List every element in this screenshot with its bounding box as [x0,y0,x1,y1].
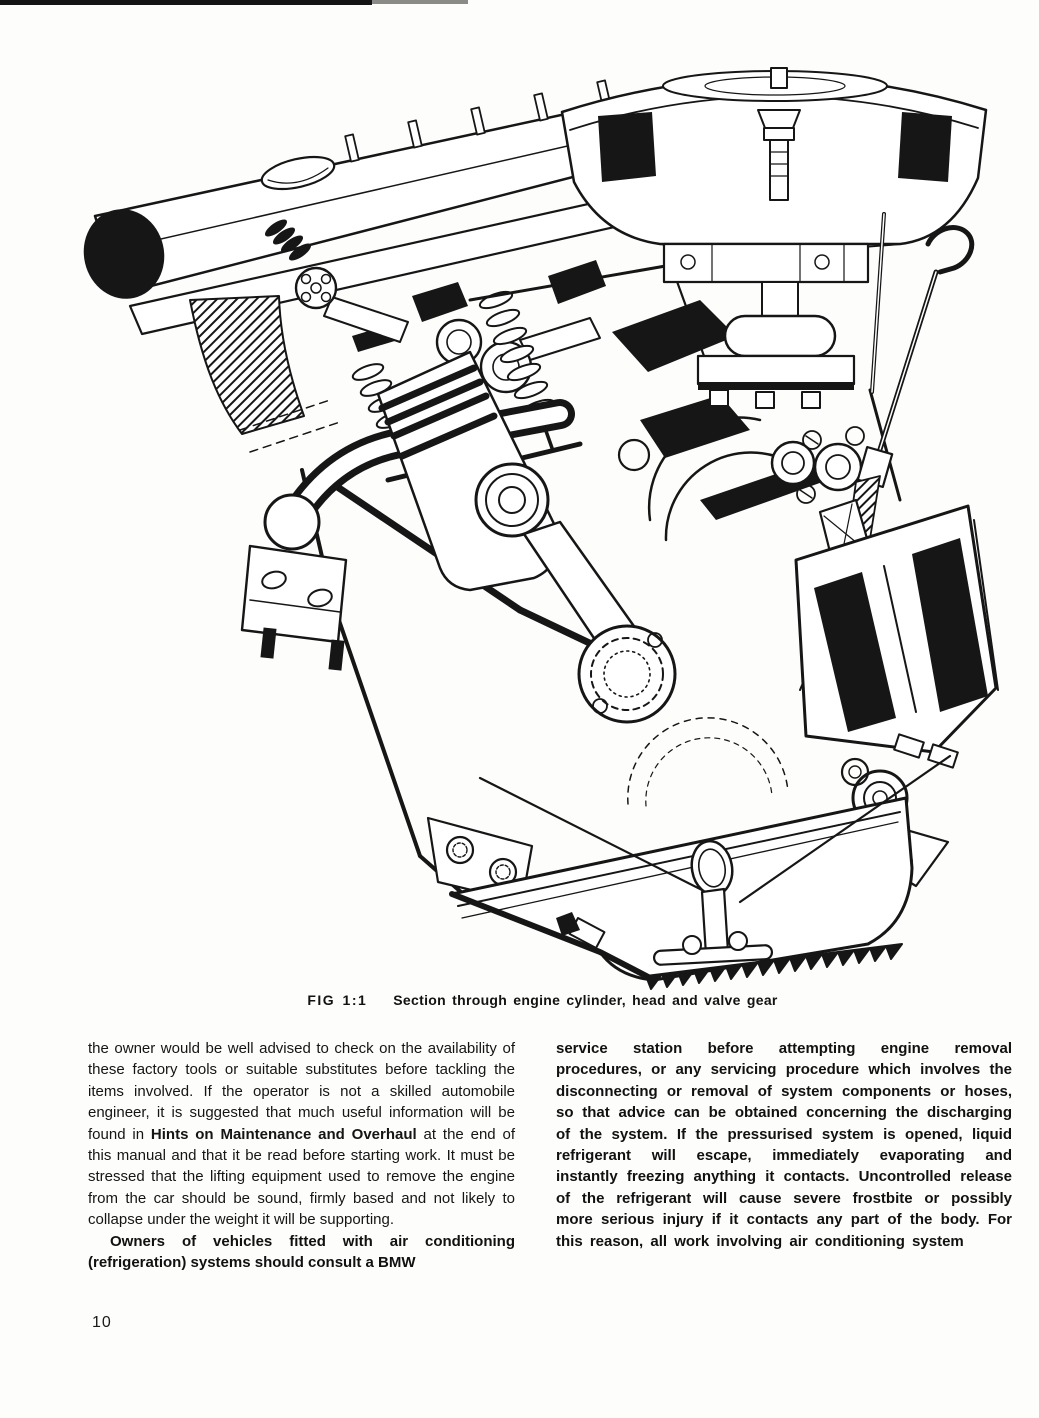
body-text [88,1038,1013,1273]
figure-caption [0,992,1039,1008]
left-paragraph-2: Owners of vehicles fitted with air conditioning (refrigeration) systems should consult a BMW [88,1232,515,1272]
right-column [556,1038,1012,1273]
figure-caption-text: Section through engine cylinder, head and valve gear [393,992,778,1008]
left-column [88,1038,515,1273]
page-number: 10 [92,1314,112,1331]
engine-mount [242,546,346,671]
left-paragraph-1 [88,1038,515,1231]
air-cleaner [562,68,986,250]
left-p1-text: the owner would be well advised to check on the availability of these factory tools or suitable substitutes before tackling the items involved. If the operator is not a skilled automobile engineer, it is suggested that much useful information will be found in [88,1040,515,1143]
oil-cooler [796,500,998,768]
right-paragraph-1: service station before attempting engine removal procedures, or any servicing procedure which involves the disconnecting or removal of system components or hoses, so that advice can be obtained concerning the discharging of the system. If the pressurised system is opened, liquid refrigerant will escape, immediately evaporating and instantly freezing anything it contacts. Uncontrolled release of the refrigerant will cause severe frostbite or possibly more serious injury if it contacts any part of the body. For this reason, all work involving air conditioning system [556,1040,1012,1250]
hatched-branch-pipe [190,296,304,434]
left-p1-bold-phrase: Hints on Maintenance and Overhaul [150,1125,417,1143]
left-p1-text-cont: at the end of this manual and that it be read before starting work. It must be stressed that the lifting equipment used to remove the engine from the car should be sound, firmly based and not likely to collapse under the weight it will be supporting. [88,1125,516,1229]
figure-caption-label: FIG 1:1 [307,992,368,1008]
